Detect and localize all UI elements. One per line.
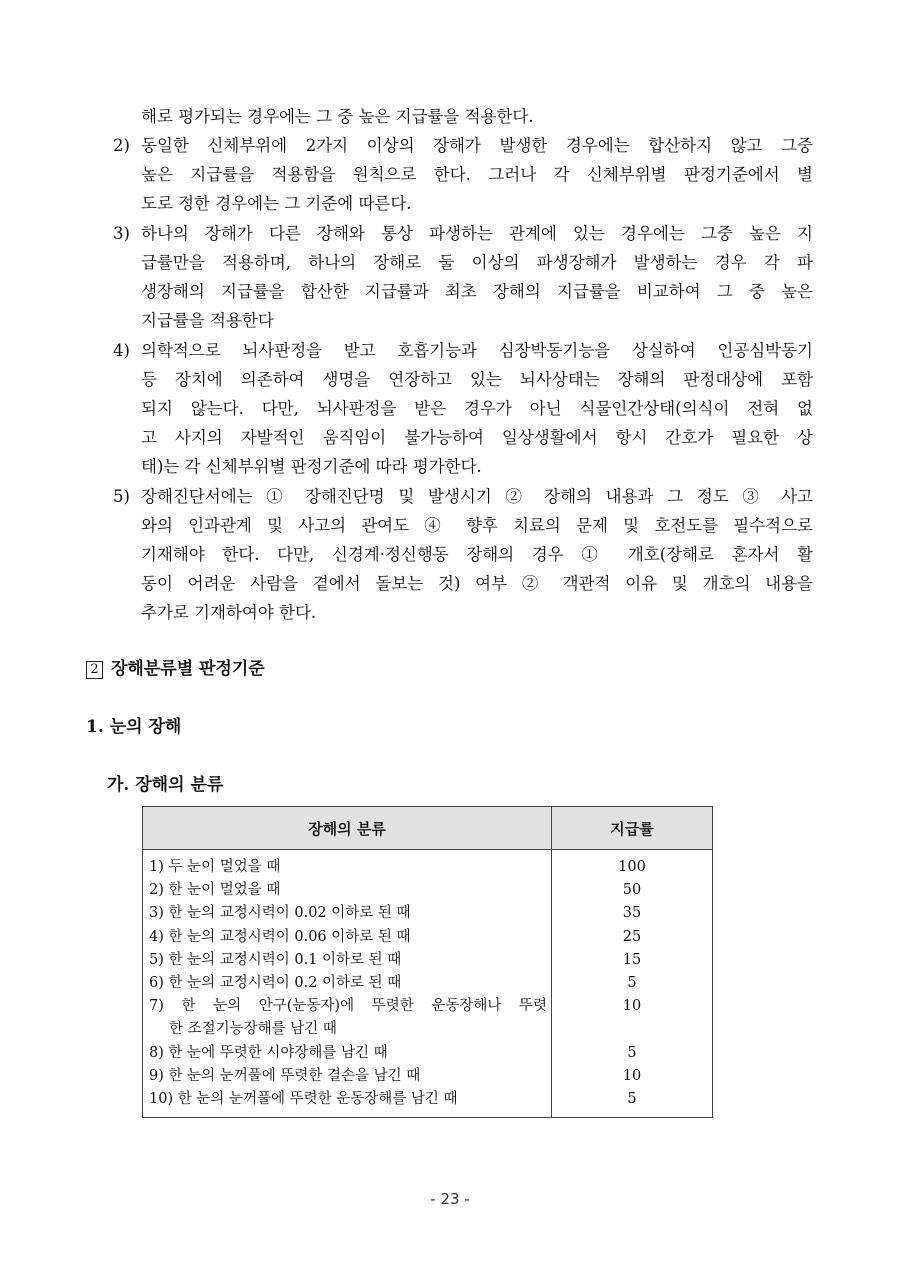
table-header-rate: 지급률 bbox=[552, 807, 713, 850]
subsubsection-title: 가. 장해의 분류 bbox=[107, 775, 224, 795]
paragraph-4-line-1: 의학적으로 뇌사판정을 받고 호흡기능과 심장박동기능을 상실하여 인공심박동기 bbox=[141, 341, 813, 360]
table-row-rate: 50 bbox=[622, 882, 642, 899]
paragraph-3-line-1: 하나의 장해가 다른 장해와 통상 파생하는 관계에 있는 경우에는 그중 높은 지 bbox=[141, 224, 813, 243]
paragraph-2-line-2: 높은 지급률을 적용함을 원칙으로 한다. 그러나 각 신체부위별 판정기준에서 별 bbox=[141, 165, 813, 184]
item-number-4: 4) bbox=[113, 341, 130, 360]
table-row-item: 3) 한 눈의 교정시력이 0.02 이하로 된 때 bbox=[149, 905, 411, 922]
table-category-cell bbox=[143, 850, 552, 1118]
item-number-2: 2) bbox=[113, 136, 130, 155]
paragraph-3-line-2: 급률만을 적용하며, 하나의 장해로 둘 이상의 파생장해가 발생하는 경우 각 파 bbox=[141, 253, 813, 272]
table-rate-cell bbox=[552, 850, 713, 1118]
table-row-rate-spacer bbox=[552, 1018, 712, 1041]
paragraph-5-line-5: 추가로 기재하여야 한다. bbox=[141, 603, 317, 622]
table-row-item: 6) 한 눈의 교정시력이 0.2 이하로 된 때 bbox=[149, 975, 402, 992]
paragraph-2-line-1: 동일한 신체부위에 2가지 이상의 장해가 발생한 경우에는 합산하지 않고 그중 bbox=[141, 136, 813, 155]
table-row-rate: 5 bbox=[627, 1044, 637, 1061]
paragraph-4-line-2: 등 장치에 의존하여 생명을 연장하고 있는 뇌사상태는 장해의 판정대상에 포함 bbox=[141, 370, 813, 389]
section-heading bbox=[86, 656, 265, 682]
table-row-rate: 100 bbox=[618, 859, 646, 875]
paragraph-4-line-3: 되지 않는다. 다만, 뇌사판정을 받은 경우가 아닌 식물인간상태(의식이 전혀 없 bbox=[141, 399, 813, 418]
table-row-rate: 10 bbox=[622, 998, 642, 1015]
paragraph-4-line-5: 태)는 각 신체부위별 판정기준에 따라 평가한다. bbox=[141, 457, 482, 476]
table-row-item: 7) 한 눈의 안구(눈동자)에 뚜렷한 운동장해나 뚜렷 bbox=[149, 998, 547, 1015]
table-row-rate: 35 bbox=[622, 905, 642, 922]
table-row-item: 2) 한 눈이 멀었을 때 bbox=[149, 882, 281, 899]
paragraph-2-line-3: 도로 정한 경우에는 그 기준에 따른다. bbox=[141, 194, 412, 213]
table-row-item: 5) 한 눈의 교정시력이 0.1 이하로 된 때 bbox=[149, 951, 402, 968]
page-number: - 23 - bbox=[430, 1190, 470, 1208]
paragraph-4-line-4: 고 사지의 자발적인 움직임이 불가능하여 일상생활에서 항시 간호가 필요한 상 bbox=[141, 428, 813, 447]
table-row-rate: 5 bbox=[627, 1091, 637, 1108]
item-number-5: 5) bbox=[113, 487, 130, 506]
section-title: 장해분류별 판정기준 bbox=[111, 659, 265, 679]
subsection-title: 1. 눈의 장해 bbox=[86, 717, 182, 737]
table-row-item: 1) 두 눈이 멀었을 때 bbox=[149, 859, 281, 875]
paragraph-3-line-3: 생장해의 지급률을 합산한 지급률과 최초 장해의 지급률을 비교하여 그 중 높은 bbox=[141, 282, 813, 301]
table-row-item: 9) 한 눈의 눈꺼풀에 뚜렷한 결손을 남긴 때 bbox=[149, 1067, 421, 1084]
section-number-box: 2 bbox=[86, 661, 103, 679]
table-header-category: 장해의 분류 bbox=[143, 807, 552, 850]
table-row-item: 8) 한 눈에 뚜렷한 시야장해를 남긴 때 bbox=[149, 1044, 388, 1061]
paragraph-5-line-3: 기재해야 한다. 다만, 신경계·정신행동 장해의 경우 ① 개호(장해로 혼자서 활 bbox=[141, 545, 813, 564]
paragraph-5-line-4: 동이 어려운 사람을 곁에서 돌보는 것) 여부 ② 객관적 이유 및 개호의 내용을 bbox=[141, 574, 813, 593]
disability-classification-table bbox=[142, 806, 713, 1118]
item-number-3: 3) bbox=[113, 224, 130, 243]
table-row-rate: 15 bbox=[622, 951, 642, 968]
table-row-item-continuation: 한 조절기능장해를 남긴 때 bbox=[169, 1021, 337, 1038]
table-row-item: 10) 한 눈의 눈꺼풀에 뚜렷한 운동장해를 남긴 때 bbox=[149, 1091, 458, 1108]
table-row-rate: 10 bbox=[622, 1067, 642, 1084]
table-row-rate: 5 bbox=[627, 975, 637, 992]
paragraph-5-line-2: 와의 인과관계 및 사고의 관여도 ④ 향후 치료의 문제 및 호전도를 필수적으로 bbox=[141, 516, 813, 535]
table-row-rate: 25 bbox=[622, 928, 642, 945]
paragraph-1-continuation: 해로 평가되는 경우에는 그 중 높은 지급률을 적용한다. bbox=[141, 107, 534, 126]
table-row-item: 4) 한 눈의 교정시력이 0.06 이하로 된 때 bbox=[149, 928, 411, 945]
paragraph-5-line-1: 장해진단서에는 ① 장해진단명 및 발생시기 ② 장해의 내용과 그 정도 ③ 사고 bbox=[141, 487, 813, 506]
paragraph-3-line-4: 지급률을 적용한다 bbox=[141, 311, 274, 330]
